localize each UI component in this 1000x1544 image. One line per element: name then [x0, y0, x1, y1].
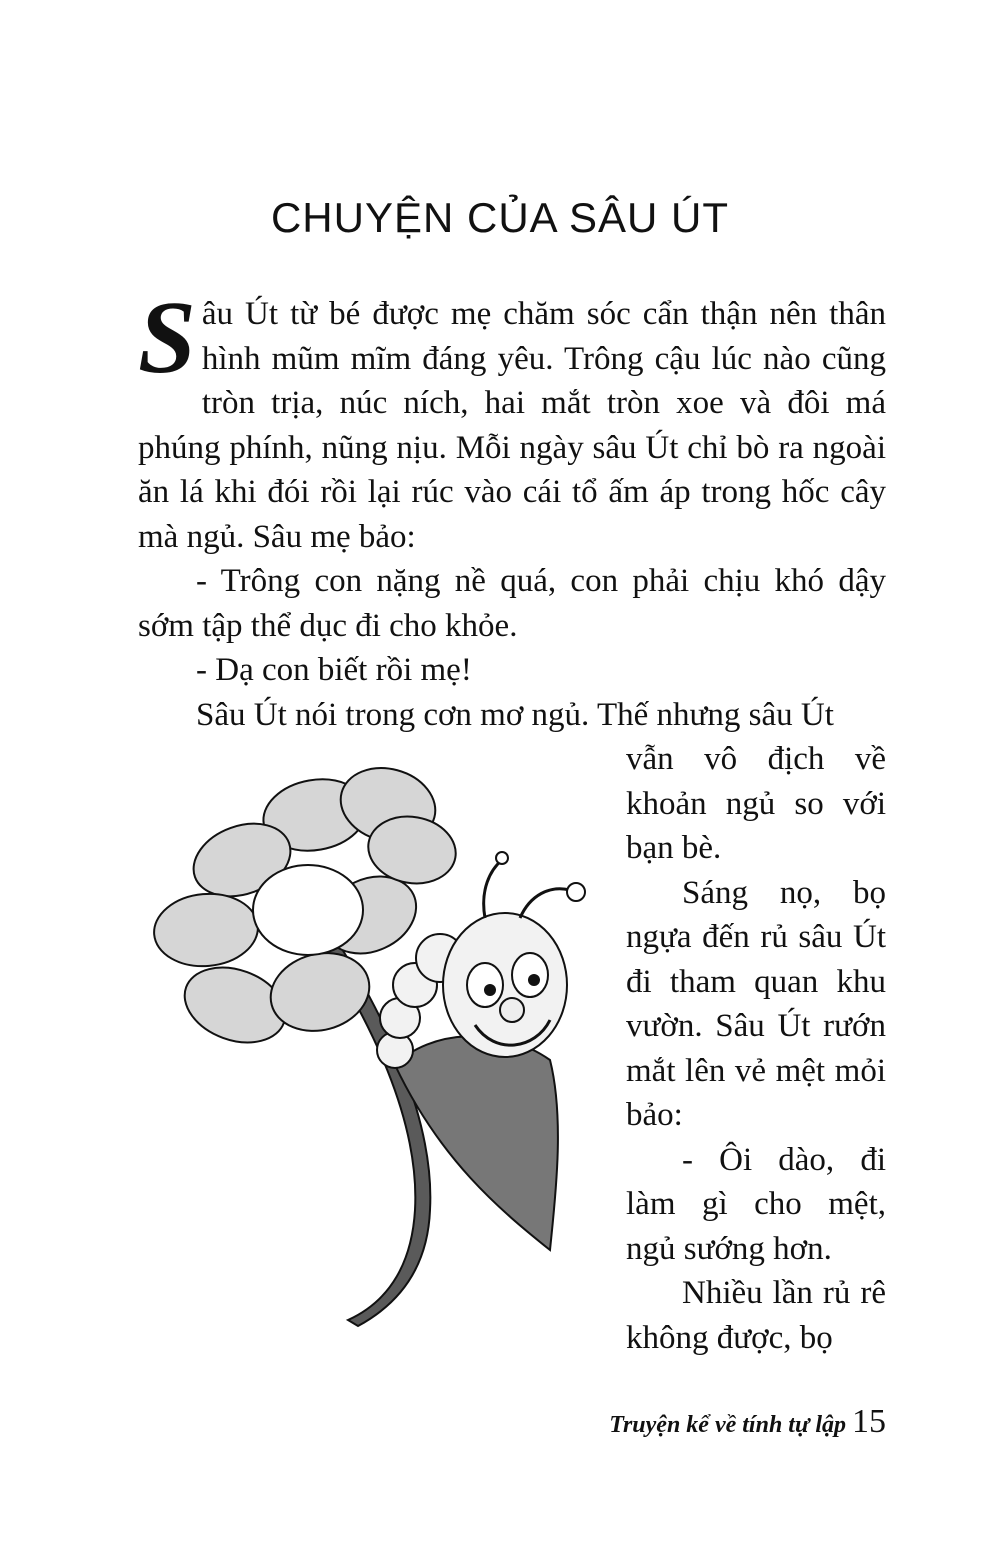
nose — [500, 998, 524, 1022]
eye — [467, 963, 503, 1007]
page-footer — [609, 1402, 886, 1445]
eye — [512, 953, 548, 997]
flower-caterpillar-illustration — [130, 760, 610, 1340]
footer-book-title: Truyện kể về tính tự lập — [609, 1412, 846, 1438]
page-title: CHUYỆN CỦA SÂU ÚT — [270, 194, 730, 241]
paragraph-3: - Dạ con biết rồi mẹ! — [196, 652, 472, 688]
wrap-text — [626, 737, 886, 1360]
caterpillar-head — [443, 913, 567, 1057]
wrap-paragraph-1: vẫn vô địch về khoản ngủ so với bạn bè. — [626, 741, 886, 866]
flower-center — [253, 865, 363, 955]
wrap-paragraph-4: Nhiều lần rủ rê không được, bọ — [626, 1275, 886, 1356]
drop-cap: S — [138, 280, 196, 395]
paragraph-2: - Trông con nặng nề quá, con phải chịu khó dậy sớm tập thể dục đi cho khỏe. — [138, 563, 886, 644]
antenna — [520, 889, 570, 918]
petal — [151, 890, 261, 971]
body-text — [138, 280, 886, 737]
page-number: 15 — [852, 1403, 886, 1440]
wrap-paragraph-3: - Ôi dào, đi làm gì cho mệt, ngủ sướng hơn. — [626, 1141, 886, 1267]
paragraph-1 — [138, 280, 886, 559]
wrap-paragraph-2: Sáng nọ, bọ ngựa đến rủ sâu Út đi tham quan khu vườn. Sâu Út rướn mắt lên vẻ mệt mỏi bảo: — [626, 874, 886, 1133]
antenna — [484, 860, 502, 918]
paragraph-4: Sâu Út nói trong cơn mơ ngủ. Thế nhưng sâu Út — [196, 696, 834, 733]
paragraph-1-text: âu Út từ bé được mẹ chăm sóc cẩn thận nên thân hình mũm mĩm đáng yêu. Trông cậu lúc nào cũng tròn trịa, núc ních, hai mắt tròn xoe và đôi má phúng phính, nũng nịu. Mỗi ngày sâu Út chỉ bò ra ngoài ăn lá khi đói rồi lại rúc vào cái tổ ấm áp trong hốc cây mà ngủ. Sâu mẹ bảo: — [138, 296, 886, 555]
